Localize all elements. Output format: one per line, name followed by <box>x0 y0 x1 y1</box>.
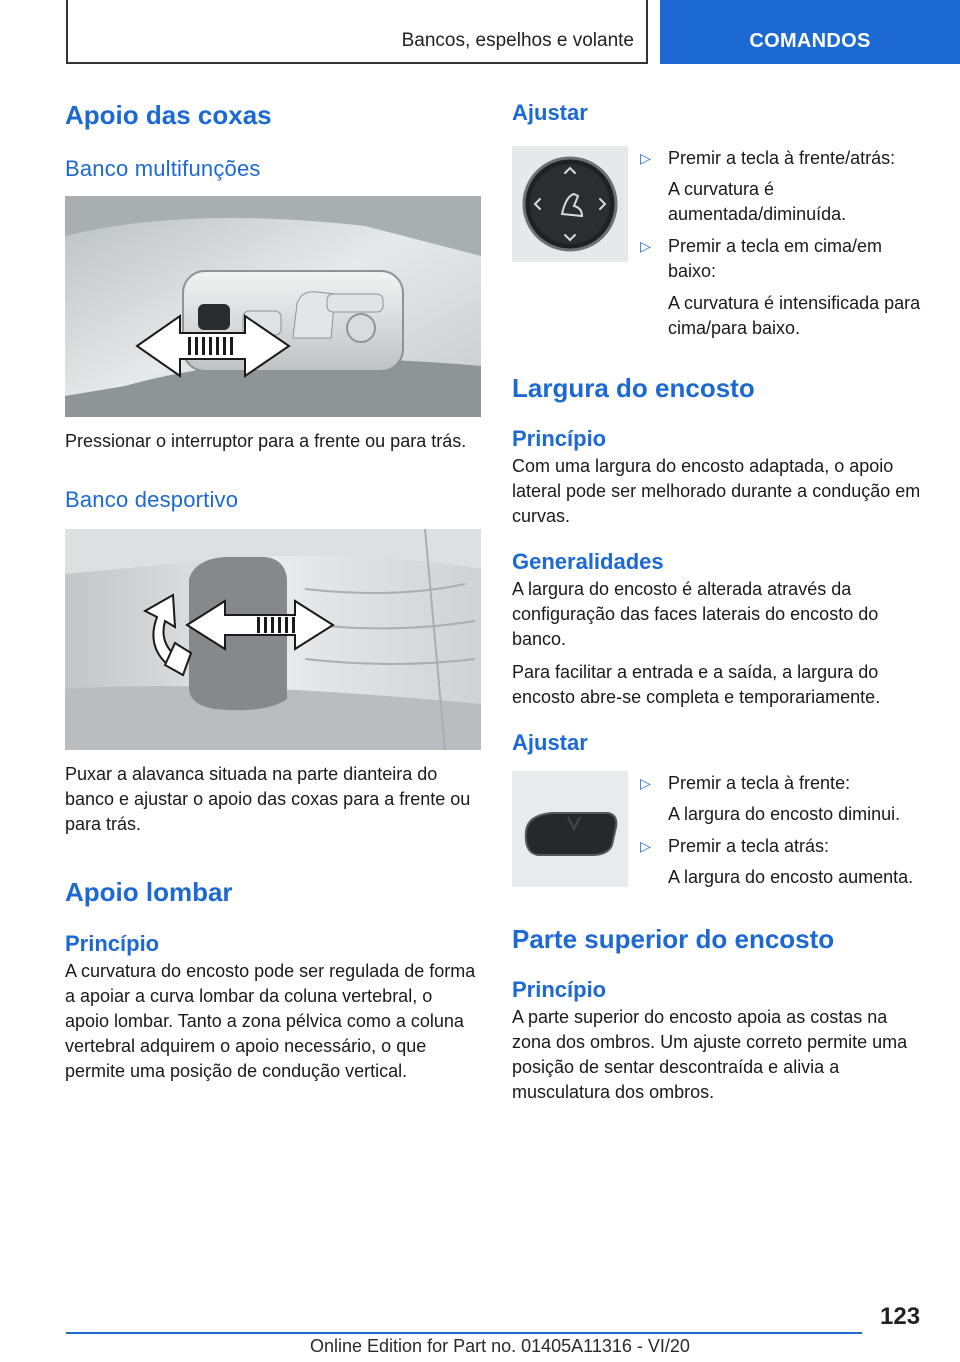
triangle-right-outline-icon: ▷ <box>640 775 651 791</box>
chapter-title: Bancos, espelhos e volante <box>401 30 634 51</box>
paragraph-principio-lombar: A curvatura do encosto pode ser regulada de forma a apoiar a curva lombar da coluna vertebral, o apoio lombar. Tanto a zona pélvica como a coluna vertebral adquirem o apoio necessário, o que permite uma posição de condução vertical. <box>65 961 476 1081</box>
paragraph-generalidades-1: A largura do encosto é alterada através da configuração das faces laterais do encosto do banco. <box>512 579 879 649</box>
left-column <box>65 98 481 1084</box>
subheading-ajustar-lombar: Ajustar <box>512 100 588 125</box>
lumbar-adjust-list <box>640 146 930 341</box>
list-item-result: A largura do encosto aumenta. <box>668 867 914 887</box>
list-item: ▷ Premir a tecla atrás: <box>640 834 930 859</box>
triangle-right-outline-icon: ▷ <box>640 838 651 854</box>
subheading-principio-largura: Princípio <box>512 426 607 451</box>
lumbar-switch-image <box>512 146 628 262</box>
section-title-largura-encosto: Largura do encosto <box>512 373 755 403</box>
subheading-ajustar-largura: Ajustar <box>512 730 588 755</box>
width-adjust-block <box>512 771 930 890</box>
width-adjust-list <box>640 771 930 890</box>
paragraph-generalidades-2: Para facilitar a entrada e a saída, a largura do encosto abre-se completa e temporariamente. <box>512 662 881 707</box>
list-item: ▷ Premir a tecla em cima/em baixo: <box>640 234 930 284</box>
triangle-right-outline-icon: ▷ <box>640 150 651 166</box>
footer-rule <box>66 1332 862 1334</box>
lumbar-adjust-block <box>512 146 930 341</box>
section-title-apoio-coxas: Apoio das coxas <box>65 100 272 130</box>
header-chapter-box <box>66 0 648 64</box>
section-tab-label: COMANDOS <box>749 30 871 52</box>
right-column <box>512 98 930 1105</box>
section-tab[interactable] <box>660 0 960 64</box>
paragraph-sport: Puxar a alavanca situada na parte dianteira do banco e ajustar o apoio das coxas para a frente ou para trás. <box>65 764 471 834</box>
paragraph-multifunction: Pressionar o interruptor para a frente ou para trás. <box>65 431 467 451</box>
list-item-result: A curvatura é aumentada/diminuída. <box>668 179 847 224</box>
list-item-result: A curvatura é intensificada para cima/para baixo. <box>668 293 921 338</box>
list-item: ▷ Premir a tecla à frente: <box>640 771 930 796</box>
multifunction-seat-switch-image <box>65 196 481 417</box>
list-item-result: A largura do encosto diminui. <box>668 804 901 824</box>
subheading-banco-multifuncoes: Banco multifunções <box>65 156 261 181</box>
paragraph-principio-largura: Com uma largura do encosto adaptada, o apoio lateral pode ser melhorado durante a condução em curvas. <box>512 456 921 526</box>
list-item: ▷ Premir a tecla à frente/atrás: <box>640 146 930 171</box>
subheading-principio-lombar: Princípio <box>65 931 160 956</box>
subheading-banco-desportivo: Banco desportivo <box>65 487 239 512</box>
width-switch-image <box>512 771 628 887</box>
section-title-apoio-lombar: Apoio lombar <box>65 877 233 907</box>
subheading-principio-superior: Princípio <box>512 977 607 1002</box>
paragraph-principio-superior: A parte superior do encosto apoia as costas na zona dos ombros. Um ajuste correto permite uma posição de sentar descontraída e alivia a musculatura dos ombros. <box>512 1007 908 1102</box>
footer-edition-link[interactable]: Online Edition for Part no. 01405A11316 - VI/20 <box>310 1336 690 1356</box>
page-number: 123 <box>880 1303 921 1330</box>
subheading-generalidades: Generalidades <box>512 549 664 574</box>
sport-seat-lever-image <box>65 529 481 750</box>
triangle-right-outline-icon: ▷ <box>640 238 651 254</box>
section-title-parte-superior: Parte superior do encosto <box>512 924 835 954</box>
